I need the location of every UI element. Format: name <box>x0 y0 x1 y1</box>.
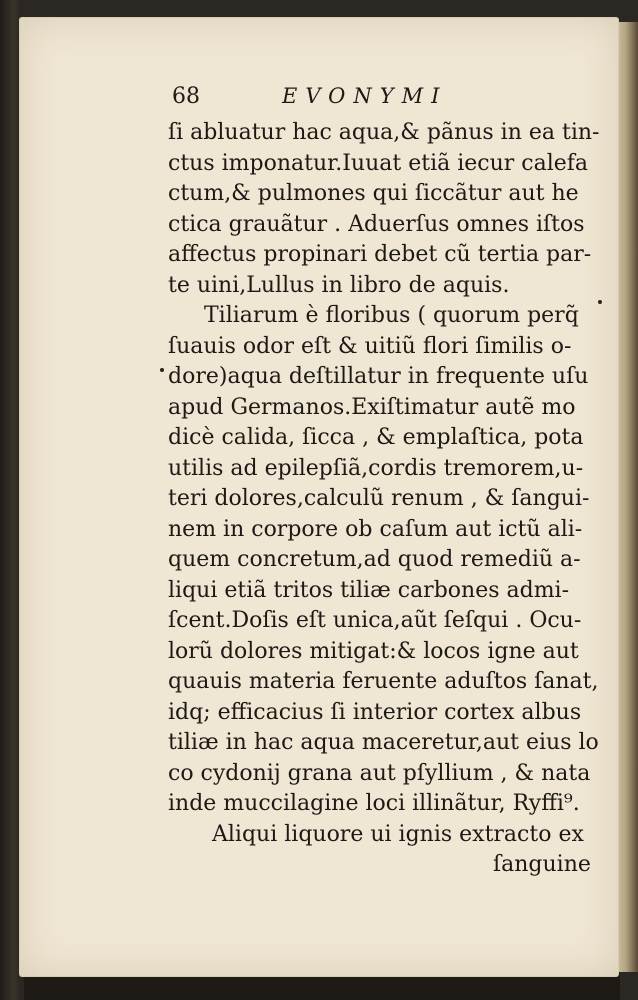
paragraph-start-line: Tiliarum è floribus ( quorum perq̃ <box>204 303 579 328</box>
text-line: liqui etiã tritos tiliæ carbones admi- <box>168 577 570 603</box>
page-number: 68 <box>172 84 200 109</box>
text-line: dore)aqua deſtillatur in frequente uſu <box>168 364 589 389</box>
text-line: lorũ dolores mitigat:& locos igne aut <box>168 638 579 664</box>
body-text <box>168 118 598 881</box>
text-line: ctum,& pulmones qui ſiccãtur aut he <box>168 181 579 206</box>
text-line: te uini,Lullus in libro de aquis. <box>168 272 510 298</box>
text-line: utilis ad epilepſiã,cordis tremorem,u- <box>168 455 584 481</box>
text-line: inde muccilagine loci illinãtur, Ryffi⁹. <box>168 791 580 816</box>
margin-mark-left <box>160 368 164 372</box>
margin-mark-right <box>598 300 602 304</box>
text-line: idq; efficacius ſi interior cortex albus <box>168 699 582 725</box>
text-line: ctica grauãtur . Aduerſus omnes iſtos <box>168 211 585 237</box>
page-edge-bottom <box>24 972 620 1000</box>
text-line: ſi abluatur hac aqua,& pãnus in ea tin- <box>168 120 600 145</box>
text-line: tiliæ in hac aqua maceretur,aut eius lo <box>168 730 599 755</box>
page-header <box>172 78 512 118</box>
running-head: EVONYMI <box>282 84 448 108</box>
text-line: apud Germanos.Exiſtimatur autẽ mo <box>168 394 576 420</box>
text-line: ſcent.Doſis eſt unica,aũt ſeſqui . Ocu- <box>168 608 582 633</box>
text-line: dicè calida, ſicca , & emplaſtica, pota <box>168 425 584 450</box>
text-line: quauis materia feruente aduſtos ſanat, <box>168 669 599 694</box>
paragraph-start-line: Aliqui liquore ui ignis extracto ex <box>212 821 584 847</box>
catchword: ſanguine <box>493 852 591 877</box>
text-line: co cydonij grana aut pſyllium , & nata <box>168 760 591 786</box>
text-line: nem in corpore ob caſum aut ictũ ali- <box>168 516 583 542</box>
page-edge-right <box>618 22 638 972</box>
text-line: ſuauis odor eſt & uitiũ flori ſimilis o- <box>168 333 572 359</box>
text-line: ctus imponatur.Iuuat etiã iecur calefa <box>168 150 589 176</box>
text-line: quem concretum,ad quod remediũ a- <box>168 547 581 572</box>
text-line: affectus propinari debet cũ tertia par- <box>168 242 592 267</box>
text-line: teri dolores,calculũ renum , & ſangui- <box>168 486 590 511</box>
